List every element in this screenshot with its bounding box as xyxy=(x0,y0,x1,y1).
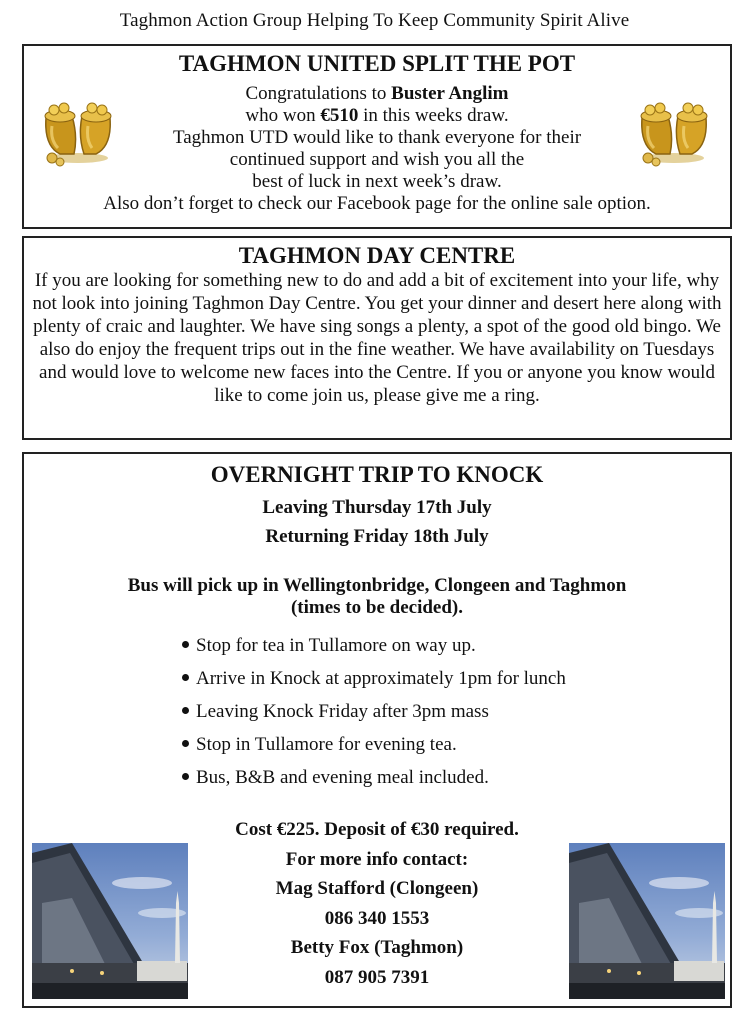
pot-of-gold-icon xyxy=(38,96,118,168)
bullet-icon xyxy=(182,773,189,780)
bus-times-line: (times to be decided). xyxy=(290,597,464,618)
contact2-name: Betty Fox (Taghmon) xyxy=(290,937,464,958)
itinerary-text: Stop in Tullamore for evening tea. xyxy=(196,734,457,755)
itinerary-text: Arrive in Knock at approximately 1pm for lunch xyxy=(196,668,566,689)
bullet-icon xyxy=(182,674,189,681)
luck-line: best of luck in next week’s draw. xyxy=(252,171,502,192)
won-text: who won xyxy=(245,105,321,126)
list-item xyxy=(178,761,749,794)
facebook-line: Also don’t forget to check our Facebook page for the online sale option. xyxy=(103,193,651,214)
knock-basilica-photo xyxy=(32,843,188,999)
support-line: continued support and wish you all the xyxy=(229,149,525,170)
day-centre-title: TAGHMON DAY CENTRE xyxy=(238,243,516,268)
bus-pickup-line: Bus will pick up in Wellingtonbridge, Clongeen and Taghmon xyxy=(127,575,627,596)
leaving-date: Leaving Thursday 17th July xyxy=(262,497,492,518)
pot-of-gold-icon xyxy=(634,96,714,168)
itinerary-list xyxy=(178,629,749,794)
contact2-phone: 087 905 7391 xyxy=(324,966,430,988)
itinerary-text: Bus, B&B and evening meal included. xyxy=(196,767,489,788)
day-centre-body: If you are looking for something new to do and add a bit of excitement into your life, why not look into joining Taghmon Day Centre. You get your dinner and desert here along with plenty of craic and laughter. We have sing songs a plenty, a spot of the good old bingo. We also do enjoy the frequent trips out in the fine weather. We have availability on Tuesdays and would love to welcome new faces into the Centre. If you or anyone you know would like to come join us, please give me a ring. xyxy=(32,270,722,406)
cost-line: Cost €225. Deposit of €30 required. xyxy=(235,819,519,840)
bullet-icon xyxy=(182,641,189,648)
list-item xyxy=(178,695,749,728)
returning-date: Returning Friday 18th July xyxy=(265,526,489,547)
draw-text: in this weeks draw. xyxy=(358,105,509,126)
more-info-line: For more info contact: xyxy=(285,848,469,870)
list-item xyxy=(178,629,749,662)
split-the-pot-section xyxy=(22,44,732,229)
contact1-name: Mag Stafford (Clongeen) xyxy=(275,878,479,899)
bullet-icon xyxy=(182,740,189,747)
thanks-line: Taghmon UTD would like to thank everyone for their xyxy=(172,127,582,148)
itinerary-text: Leaving Knock Friday after 3pm mass xyxy=(196,701,489,722)
knock-trip-title: OVERNIGHT TRIP TO KNOCK xyxy=(210,462,544,487)
bus-pickup-info xyxy=(24,575,730,619)
split-the-pot-title: TAGHMON UNITED SPLIT THE POT xyxy=(178,51,576,76)
list-item xyxy=(178,662,749,695)
itinerary-text: Stop for tea in Tullamore on way up. xyxy=(196,635,476,656)
contact1-phone: 086 340 1553 xyxy=(324,907,430,929)
winner-name: Buster Anglim xyxy=(391,83,509,104)
knock-basilica-photo xyxy=(569,843,725,999)
day-centre-section xyxy=(22,236,732,440)
bullet-icon xyxy=(182,707,189,714)
split-the-pot-body xyxy=(24,83,730,215)
page-header: Taghmon Action Group Helping To Keep Community Spirit Alive xyxy=(119,10,630,31)
congrats-text: Congratulations to xyxy=(245,83,392,104)
list-item xyxy=(178,728,749,761)
prize-amount: €510 xyxy=(320,105,359,126)
